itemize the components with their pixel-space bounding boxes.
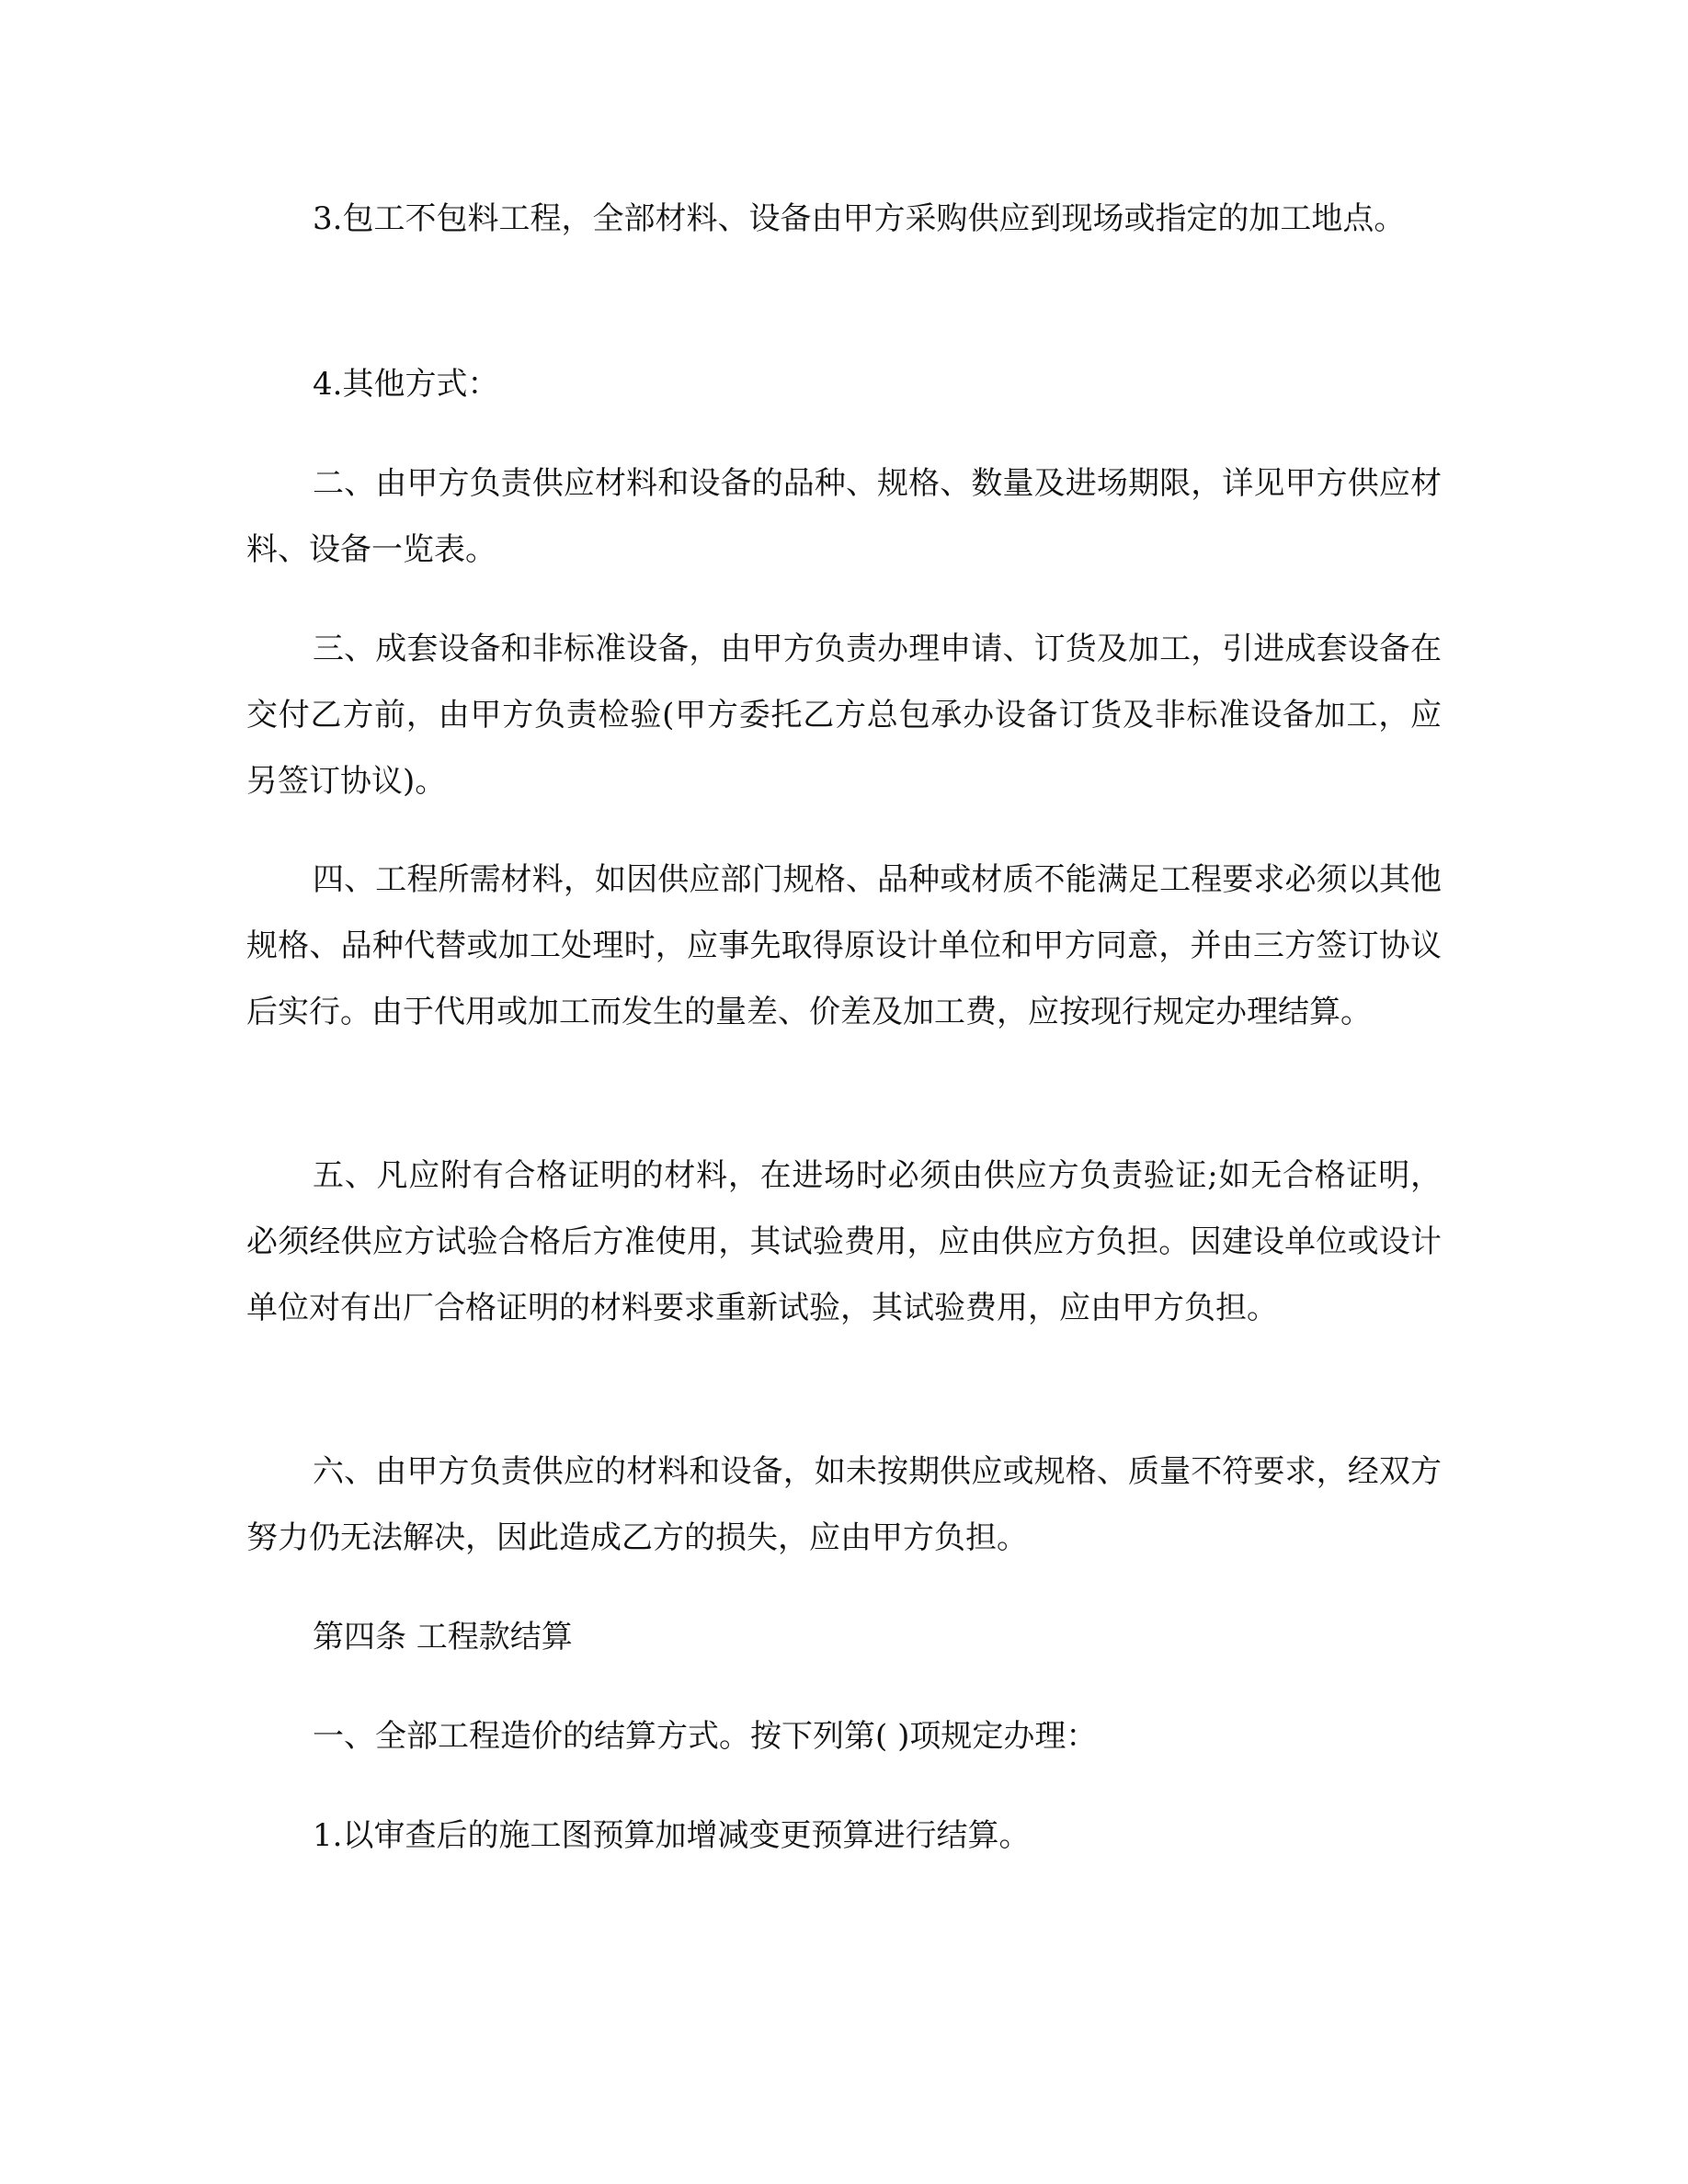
paragraph-settlement-method: 一、全部工程造价的结算方式。按下列第( )项规定办理： (313, 1718, 1098, 1755)
paragraph-section-2-materials-supply: 二、由甲方负责供应材料和设备的品种、规格、数量及进场期限，详见甲方供应材料、设备一览表。 (246, 465, 1442, 568)
paragraph-section-5-qualification-certificates: 五、凡应附有合格证明的材料，在进场时必须由供应方负责验证;如无合格证明，必须经供应方试验合格后方准使用，其试验费用，应由供应方负担。因建设单位或设计单位对有出厂合格证明的材料要求重新试验，其试验费用，应由甲方负担。 (246, 1157, 1442, 1326)
paragraph-item-3-contractor-labor-only: 3.包工不包料工程，全部材料、设备由甲方采购供应到现场或指定的加工地点。 (313, 200, 1406, 237)
article-4-heading: 第四条 工程款结算 (313, 1619, 573, 1655)
paragraph-section-4-material-substitution: 四、工程所需材料，如因供应部门规格、品种或材质不能满足工程要求必须以其他规格、品种代替或加工处理时，应事先取得原设计单位和甲方同意，并由三方签订协议后实行。由于代用或加工而发生的量差、价差及加工费，应按现行规定办理结算。 (246, 861, 1442, 1030)
paragraph-section-3-complete-equipment: 三、成套设备和非标准设备，由甲方负责办理申请、订货及加工，引进成套设备在交付乙方前，由甲方负责检验(甲方委托乙方总包承办设备订货及非标准设备加工，应另签订协议)。 (246, 631, 1442, 800)
paragraph-item-1-budget-settlement: 1.以审查后的施工图预算加增减变更预算进行结算。 (313, 1817, 1031, 1854)
paragraph-section-6-supply-failure-liability: 六、由甲方负责供应的材料和设备，如未按期供应或规格、质量不符要求，经双方努力仍无法解决，因此造成乙方的损失，应由甲方负担。 (246, 1453, 1442, 1556)
paragraph-item-4-other-methods: 4.其他方式： (313, 366, 499, 403)
